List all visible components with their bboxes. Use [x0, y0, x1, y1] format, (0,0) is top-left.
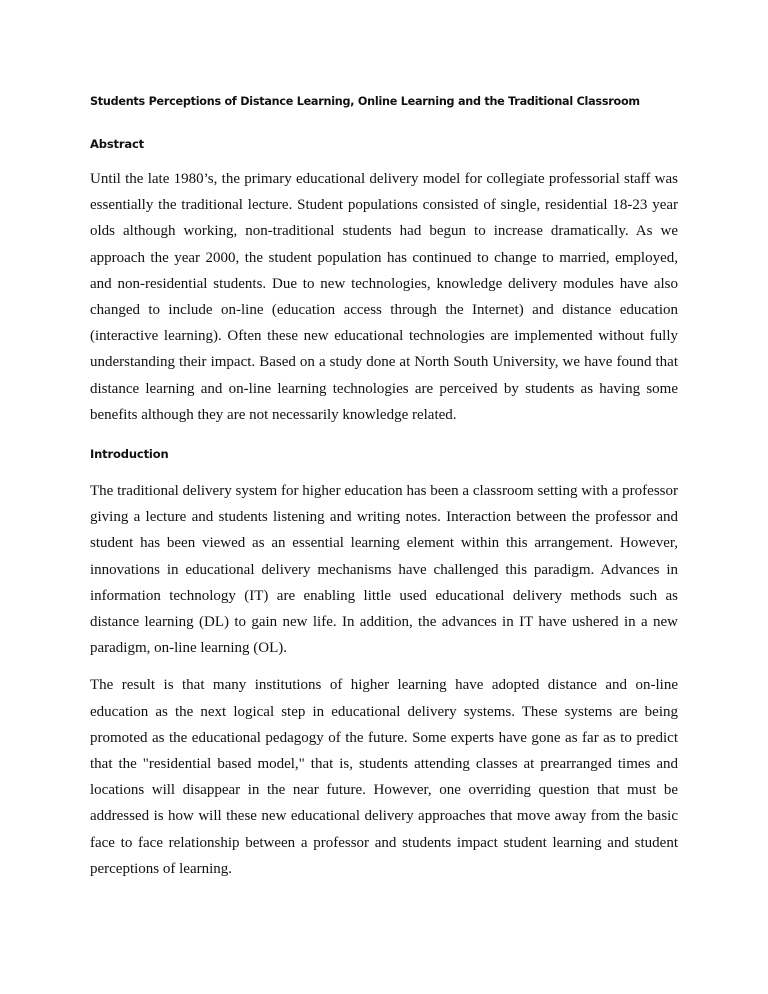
abstract-paragraph: Until the late 1980’s, the primary educational delivery model for collegiate professorial staff was essentially the traditional lecture. Student populations consisted of single, residential 18-23 year olds although working, non-traditional students had begun to increase dramatically. As we approach the year 2000, the student population has continued to change to married, employed, and non-residential students. Due to new technologies, knowledge delivery modules have also changed to include on-line (education access through the Internet) and distance education (interactive learning). Often these new educational technologies are implemented without fully understanding their impact. Based on a study done at North South University, we have found that distance learning and on-line learning technologies are perceived by students as having some benefits although they are not necessarily knowledge related.	[90, 171, 678, 423]
introduction-paragraph-1: The traditional delivery system for higher education has been a classroom setting with a professor giving a lecture and students listening and writing notes. Interaction between the professor and student has been viewed as an essential learning element within this arrangement. However, innovations in educational delivery mechanisms have challenged this paradigm. Advances in information technology (IT) are enabling little used educational delivery methods such as distance learning (DL) to gain new life. In addition, the advances in IT have ushered in a new paradigm, on-line learning (OL).	[90, 483, 678, 657]
introduction-heading: Introduction	[90, 447, 169, 462]
document-title: Students Perceptions of Distance Learning, Online Learning and the Traditional Classroom	[90, 95, 640, 108]
introduction-paragraph-2: The result is that many institutions of higher learning have adopted distance and on-line education as the next logical step in educational delivery systems. These systems are being promoted as the educational pedagogy of the future. Some experts have gone as far as to predict that the "residential based model," that is, students attending classes at prearranged times and locations will disappear in the near future. However, one overriding question that must be addressed is how will these new educational delivery approaches that move away from the basic face to face relationship between a professor and students impact student learning and student perceptions of learning.	[90, 677, 678, 877]
abstract-heading: Abstract	[90, 137, 145, 151]
document-body	[90, 92, 678, 882]
